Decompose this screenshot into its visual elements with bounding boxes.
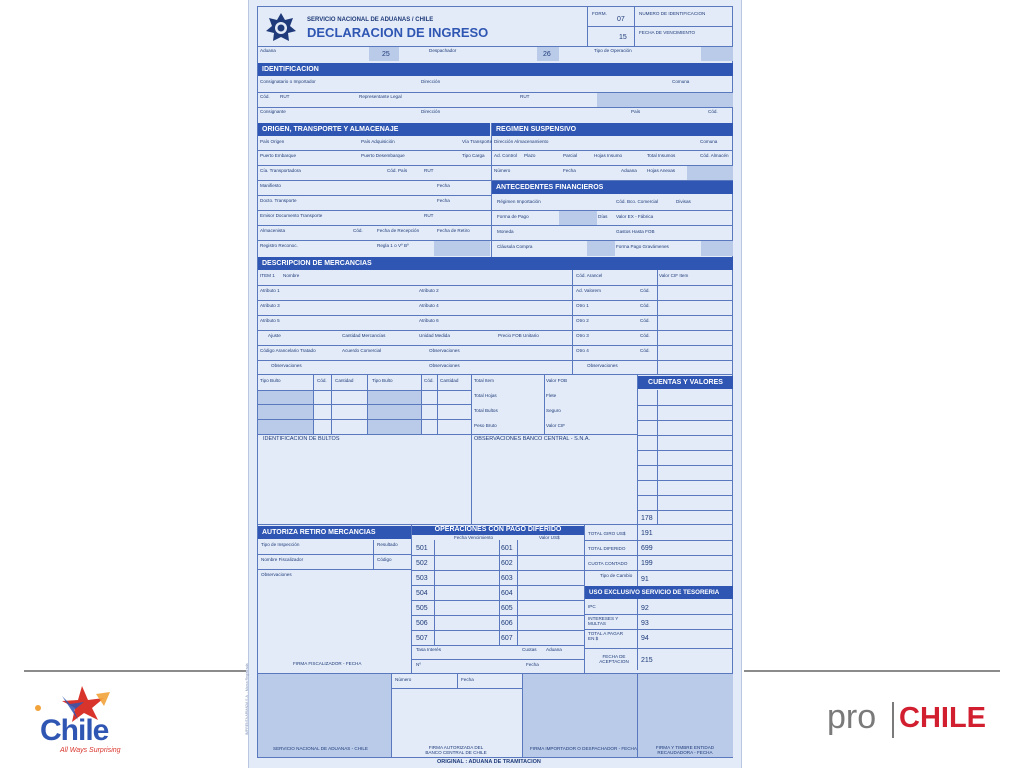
puerto-emb-label: Puerto Embarque (260, 153, 297, 158)
cuota-contado-label: CUOTA CONTADO (588, 561, 628, 566)
docto-label: Docto. Transporte (260, 198, 297, 203)
op-506: 506 (416, 620, 428, 627)
gastos-label: Gastos Hasta FOB (616, 229, 655, 234)
section-autoriza: AUTORIZA RETIRO MERCANCIAS (258, 526, 411, 539)
valor-uss-label: Valor US$ (539, 535, 560, 540)
regimen-numero-label: Número (494, 168, 511, 173)
cod-alm-label: Cód. Almacén (700, 153, 729, 158)
firma-timbre-label: FIRMA Y TIMBRE ENTIDAD RECAUDADORA - FECHA (655, 745, 715, 755)
field-26: 26 (543, 51, 551, 58)
total-insumos-label: Total Insumos (647, 153, 676, 158)
bulto-cantidad-label: Cantidad (335, 378, 354, 383)
field-93: 93 (641, 620, 649, 627)
aduana-label: Aduana (260, 48, 276, 53)
op-607: 607 (501, 635, 513, 642)
prochile-chile: CHILE (899, 702, 986, 734)
valor-fob-label: Valor FOB (546, 378, 568, 383)
op-504: 504 (416, 590, 428, 597)
via-label: Vía Transporte (462, 139, 493, 144)
flete-label: Flete (546, 393, 557, 398)
field-199: 199 (641, 560, 653, 567)
forma-pago-label: Forma de Pago (497, 214, 529, 219)
tipo-bulto-label: Tipo Bulto (260, 378, 281, 383)
field-91: 91 (641, 576, 649, 583)
rep-legal-label: Representante Legal (359, 94, 402, 99)
forma-grav-label: Forma Pago Gravámenes (616, 244, 669, 249)
total-hojas-label: Total Hojas (474, 393, 497, 398)
regimen-imp-label: Régimen Importación (497, 199, 541, 204)
almacenista-label: Almacenista (260, 228, 286, 233)
tasa-label: Tasa Interés (416, 647, 442, 652)
ipc-label: IPC (588, 604, 596, 609)
printer-side-text: IMPRENTA ARMADA S.A. - Marca Registrada (245, 663, 249, 735)
firma-sna-label: SERVICIO NACIONAL DE ADUANAS - CHILE (273, 746, 368, 751)
ajuste-label: Ajuste (268, 333, 281, 338)
otro3-label: Otro 3 (576, 333, 589, 338)
dir-alm-label: Dirección Almacenamiento (494, 139, 549, 144)
peso-bruto-label: Peso Bruto (474, 423, 497, 428)
total-item-label: Total Item (474, 378, 494, 383)
plazo-label: Plazo (524, 153, 536, 158)
agency-name: SERVICIO NACIONAL DE ADUANAS / CHILE (307, 17, 434, 23)
alm-cod-label: Cód. (353, 228, 363, 233)
op-603: 603 (501, 575, 513, 582)
codigo-aran-label: Código Arancelario Tratado (260, 348, 316, 353)
op-aduana-label: Aduana (546, 647, 562, 652)
section-regimen: REGIMEN SUSPENSIVO (492, 123, 733, 136)
otro4-cod-label: Cód. (640, 348, 650, 353)
docto-fecha-label: Fecha (437, 198, 450, 203)
fecha-recep-label: Fecha de Recepción (377, 228, 420, 233)
comuna-label: Comuna (672, 79, 690, 84)
declaracion-ingreso-form (245, 0, 742, 768)
tipo-cambio-label: Tipo de Cambio (600, 573, 633, 578)
ad-valorem-label: Ad. Valorem (576, 288, 601, 293)
form-title: DECLARACION DE INGRESO (307, 25, 489, 40)
acuerdo-label: Acuerdo Comercial (342, 348, 382, 353)
chile-tagline: All Ways Surprising (60, 747, 121, 754)
bulto-cod-label: Cód. (317, 378, 327, 383)
total-pagar-label: TOTAL A PAGAR EN $ (588, 631, 624, 641)
prochile-divider (892, 702, 894, 738)
pais-origen-label: País Origen (260, 139, 285, 144)
precio-fob-label: Precio FOB Unitario (498, 333, 539, 338)
manifiesto-fecha-label: Fecha (437, 183, 450, 188)
parcial-label: Parcial (563, 153, 578, 158)
fecha-retiro-label: Fecha de Retiro (437, 228, 470, 233)
dias-label: Días (598, 214, 608, 219)
firma-banco-label: FIRMA AUTORIZADA DEL BANCO CENTRAL DE CHILE (425, 745, 487, 755)
resultado-label: Resultado (377, 542, 398, 547)
valor-ex-label: Valor EX - Fábrica (616, 214, 654, 219)
merc-obs2-label: Observaciones (271, 363, 302, 368)
regla-label: Regla 1 o Vº Bº (377, 243, 409, 248)
direccion-label: Dirección (421, 79, 441, 84)
bulto-cantidad2-label: Cantidad (440, 378, 459, 383)
op-fecha-label: Fecha (526, 662, 539, 667)
despachador-label: Despachador (429, 48, 457, 53)
section-identificacion: IDENTIFICACION (258, 63, 733, 76)
field-94: 94 (641, 635, 649, 642)
cod-pais-label: Cód. País (387, 168, 408, 173)
cod2-label: Cód. (708, 109, 718, 114)
autoriza-obs-label: Observaciones (261, 572, 292, 577)
op-605: 605 (501, 605, 513, 612)
slide-divider-left (24, 670, 246, 672)
prochile-pro: pro (827, 698, 877, 736)
section-origen: ORIGEN, TRANSPORTE Y ALMACENAJE (258, 123, 490, 136)
field-25: 25 (382, 51, 390, 58)
chile-wordmark: Chile (40, 714, 109, 747)
otro2-cod-label: Cód. (640, 318, 650, 323)
field-178: 178 (641, 515, 653, 522)
manifiesto-label: Manifiesto (260, 183, 281, 188)
codigo-label: Código (377, 557, 392, 562)
tipo-carga-label: Tipo Carga (462, 153, 485, 158)
atributo1-label: Atributo 1 (260, 288, 280, 293)
nombre-fisc-label: Nombre Fiscalizador (261, 557, 304, 562)
ad-control-label: Ad. Control (494, 153, 517, 158)
op-604: 604 (501, 590, 513, 597)
valor-cif-label: Valor CIF (546, 423, 566, 428)
rut2-label: RUT (520, 94, 530, 99)
cod-label: Cód. (260, 94, 270, 99)
firma-fiscalizador-label: FIRMA FISCALIZADOR - FECHA (293, 661, 362, 666)
atributo3-label: Atributo 3 (260, 303, 280, 308)
consignatario-label: Consignatario o Importador (260, 79, 316, 84)
tipo-operacion-label: Tipo de Operación (594, 48, 632, 53)
regimen-aduana-label: Aduana (621, 168, 637, 173)
registro-label: Registro Reconoc. (260, 243, 298, 248)
intereses-label: INTERESES Y MULTAS (588, 616, 619, 626)
merc-obs4-label: Observaciones (587, 363, 618, 368)
cod-bco-label: Cód. Bco. Comercial (616, 199, 659, 204)
field-699: 699 (641, 545, 653, 552)
customs-emblem-icon (265, 12, 297, 44)
section-antecedentes: ANTECEDENTES FINANCIEROS (492, 181, 733, 194)
op-601: 601 (501, 545, 513, 552)
regimen-comuna-label: Comuna (700, 139, 718, 144)
atributo2-label: Atributo 2 (419, 288, 439, 293)
form-number: 07 (617, 16, 625, 23)
rut-label: RUT (280, 94, 290, 99)
form-label: FORM. (592, 11, 607, 16)
section-tesoreria: USO EXCLUSIVO SERVICIO DE TESORERIA (585, 586, 733, 599)
fecha-venc-label: Fecha Vencimiento (454, 535, 494, 540)
op-505: 505 (416, 605, 428, 612)
cia-label: Cía. Transportadora (260, 168, 301, 173)
hojas-insumo-label: Hojas Insumo (594, 153, 623, 158)
obs-banco-label: OBSERVACIONES BANCO CENTRAL - S.N.A. (474, 436, 591, 442)
bulto-cod2-label: Cód. (424, 378, 434, 383)
valor-cif-item-label: Valor CIF Item (659, 273, 689, 278)
otro4-label: Otro 4 (576, 348, 589, 353)
cuotas-label: Cuotas (522, 647, 537, 652)
atributo5-label: Atributo 5 (260, 318, 280, 323)
seguro-label: Seguro (546, 408, 561, 413)
fecha-acept-label: FECHA DE ACEPTACION (599, 654, 629, 664)
tipo-insp-label: Tipo de Inspección (261, 542, 300, 547)
origen-rut-label: RUT (424, 168, 434, 173)
merc-obs3-label: Observaciones (429, 363, 460, 368)
field-215: 215 (641, 657, 653, 664)
firma-numero-label: Número (395, 677, 412, 682)
section-cuentas: CUENTAS Y VALORES (638, 376, 733, 389)
slide-divider-right (744, 670, 1000, 672)
original-label: ORIGINAL : ADUANA DE TRAMITACION (437, 759, 541, 765)
merc-obs-label: Observaciones (429, 348, 460, 353)
otro3-cod-label: Cód. (640, 333, 650, 338)
op-502: 502 (416, 560, 428, 567)
total-giro-label: TOTAL GIRO US$ (588, 531, 626, 536)
atributo4-label: Atributo 4 (419, 303, 439, 308)
due-date-label: FECHA DE VENCIMIENTO (639, 30, 696, 35)
id-number-label: NUMERO DE IDENTIFICACION (639, 11, 706, 16)
otro1-label: Otro 1 (576, 303, 589, 308)
direccion2-label: Dirección (421, 109, 441, 114)
op-507: 507 (416, 635, 428, 642)
emisor-rut-label: RUT (424, 213, 434, 218)
otro1-cod-label: Cód. (640, 303, 650, 308)
cod-arancel-label: Cód. Arancel (576, 273, 603, 278)
ident-bultos-label: IDENTIFICACION DE BULTOS (263, 436, 340, 442)
op-602: 602 (501, 560, 513, 567)
moneda-label: Moneda (497, 229, 514, 234)
hojas-anexas-label: Hojas Anexas (647, 168, 676, 173)
chile-logo (30, 684, 135, 760)
puerto-des-label: Puerto Desembarque (361, 153, 405, 158)
clausula-label: Cláusula Compra (497, 244, 533, 249)
total-diferido-label: TOTAL DIFERIDO (588, 546, 626, 551)
op-501: 501 (416, 545, 428, 552)
pais-label: País (631, 109, 641, 114)
op-no-label: Nº (416, 662, 421, 667)
divisas-label: Divisas (676, 199, 691, 204)
otro2-label: Otro 2 (576, 318, 589, 323)
item-label: ITEM 1 (260, 273, 275, 278)
field-15: 15 (619, 34, 627, 41)
prochile-logo (825, 698, 1005, 744)
firma-importador-label: FIRMA IMPORTADOR O DESPACHADOR - FECHA (530, 746, 637, 751)
section-operaciones: OPERACIONES CON PAGO DIFERIDO (412, 526, 584, 535)
emisor-label: Emisor Documento Transporte (260, 213, 323, 218)
ad-valorem-cod-label: Cód. (640, 288, 650, 293)
cantidad-merc-label: Cantidad Mercancías (342, 333, 386, 338)
field-92: 92 (641, 605, 649, 612)
op-503: 503 (416, 575, 428, 582)
total-bultos-label: Total Bultos (474, 408, 498, 413)
regimen-fecha-label: Fecha (563, 168, 576, 173)
unidad-label: Unidad Medida (419, 333, 450, 338)
atributo6-label: Atributo 6 (419, 318, 439, 323)
consignante-label: Consignante (260, 109, 286, 114)
nombre-label: Nombre (283, 273, 300, 278)
tipo-bulto2-label: Tipo Bulto (372, 378, 393, 383)
field-191: 191 (641, 530, 653, 537)
section-mercancias: DESCRIPCION DE MERCANCIAS (258, 257, 733, 270)
pais-adq-label: País Adquisición (361, 139, 395, 144)
firma-fecha-label: Fecha (461, 677, 474, 682)
op-606: 606 (501, 620, 513, 627)
